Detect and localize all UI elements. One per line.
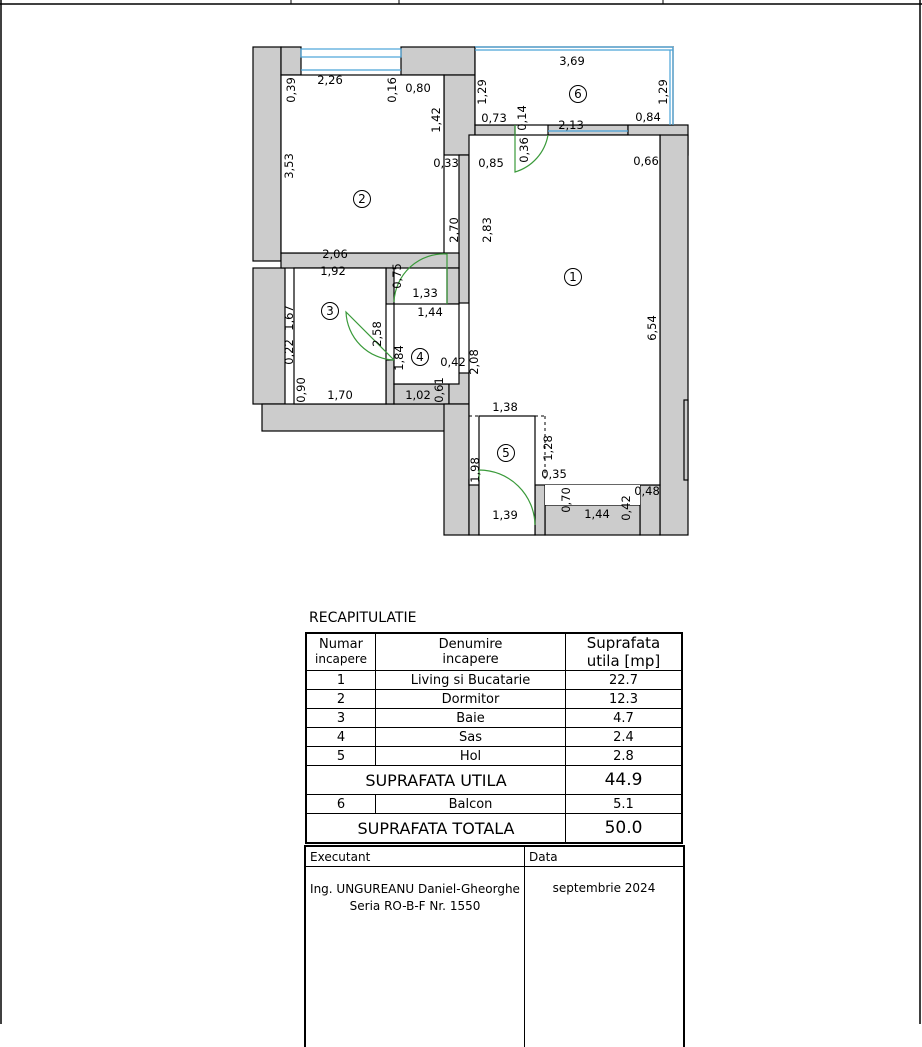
header-area: Suprafata utila [mp]	[566, 633, 683, 671]
header-num: Numar incapere	[306, 633, 376, 671]
room-3-number: 3	[326, 304, 334, 318]
row-num: 1	[306, 671, 376, 690]
room-1-number: 1	[569, 270, 577, 284]
dimension-label: 1,67	[282, 305, 296, 331]
dimension-label: 0,70	[559, 487, 573, 513]
divider	[306, 866, 683, 867]
dimension-label: 0,84	[635, 110, 661, 124]
dimension-label: 0,36	[517, 137, 531, 163]
row-area: 4.7	[566, 709, 683, 728]
room-4-number: 4	[416, 350, 424, 364]
wall	[469, 480, 479, 535]
wall	[253, 268, 285, 404]
dimension-label: 1,84	[392, 345, 406, 371]
room-2-number: 2	[358, 192, 366, 206]
dimension-label: 0,35	[541, 467, 567, 481]
dimension-label: 2,08	[467, 349, 481, 375]
row-name: Hol	[376, 747, 566, 766]
useful-area-row	[306, 766, 682, 795]
dimension-label: 1,42	[429, 107, 443, 133]
dimension-label: 1,44	[417, 305, 443, 319]
dimension-label: 0,85	[478, 156, 504, 170]
room-2-floor	[281, 75, 444, 253]
row-area: 2.4	[566, 728, 683, 747]
dimension-label: 1,44	[584, 507, 610, 521]
dimension-label: 0,75	[390, 263, 404, 289]
wall	[684, 400, 688, 480]
dimension-label: 0,14	[515, 105, 529, 131]
room-6-number: 6	[574, 87, 582, 101]
window-room-2	[301, 49, 401, 57]
room-5-number: 5	[502, 446, 510, 460]
row-num: 4	[306, 728, 376, 747]
row-name: Baie	[376, 709, 566, 728]
row-name: Living si Bucatarie	[376, 671, 566, 690]
table-row	[306, 671, 682, 690]
dimension-label: 0,42	[440, 355, 466, 369]
row-name: Dormitor	[376, 690, 566, 709]
dimension-label: 2,70	[447, 217, 461, 243]
dimension-label: 1,02	[405, 388, 431, 402]
dimension-label: 1,98	[468, 457, 482, 483]
row-num: 6	[306, 795, 376, 814]
table-row	[306, 728, 682, 747]
total-area-value: 50.0	[566, 814, 683, 844]
date-label: Data	[529, 850, 558, 864]
dimension-label: 1,38	[492, 400, 518, 414]
dimension-label: 1,29	[656, 79, 670, 105]
row-area: 2.8	[566, 747, 683, 766]
wall	[535, 480, 545, 535]
dimension-label: 3,69	[559, 54, 585, 68]
row-area: 22.7	[566, 671, 683, 690]
dimension-label: 0,48	[634, 484, 660, 498]
dimension-label: 0,61	[432, 377, 446, 403]
wall	[444, 404, 469, 535]
dimension-label: 2,58	[370, 321, 384, 347]
executant-name: Ing. UNGUREANU Daniel-Gheorghe Seria RO-B-F Nr. 1550	[310, 882, 520, 913]
useful-area-value: 44.9	[566, 766, 683, 795]
executant-date: septembrie 2024	[552, 881, 656, 895]
wall	[262, 404, 470, 431]
dimension-label: 0,66	[633, 154, 659, 168]
dimension-label: 2,83	[480, 217, 494, 243]
dimension-label: 2,26	[317, 73, 343, 87]
dimension-label: 1,33	[412, 286, 438, 300]
table-row	[306, 690, 682, 709]
table-row	[306, 795, 682, 814]
dimension-label: 0,90	[294, 377, 308, 403]
dimension-label: 1,70	[327, 388, 353, 402]
recap-title: RECAPITULATIE	[309, 610, 417, 626]
executant-label: Executant	[310, 850, 371, 864]
dimension-label: 0,42	[619, 495, 633, 521]
row-name: Sas	[376, 728, 566, 747]
dimension-label: 0,39	[284, 77, 298, 103]
wall	[281, 47, 301, 75]
dimension-label: 2,13	[558, 118, 584, 132]
recap-table	[305, 632, 683, 844]
header-name: Denumire incapere	[376, 633, 566, 671]
table-row	[306, 747, 682, 766]
row-num: 5	[306, 747, 376, 766]
row-area: 12.3	[566, 690, 683, 709]
dimension-label: 1,28	[541, 435, 555, 461]
total-area-row	[306, 814, 682, 844]
row-num: 3	[306, 709, 376, 728]
dimension-label: 0,16	[385, 77, 399, 103]
useful-area-label: SUPRAFATA UTILA	[306, 766, 566, 795]
total-area-label: SUPRAFATA TOTALA	[306, 814, 566, 844]
row-name: Balcon	[376, 795, 566, 814]
table-row	[306, 709, 682, 728]
dimension-label: 3,53	[282, 153, 296, 179]
dimension-label: 0,22	[282, 339, 296, 365]
row-area: 5.1	[566, 795, 683, 814]
dimension-label: 6,54	[645, 315, 659, 341]
dimension-label: 1,29	[475, 79, 489, 105]
dimension-label: 0,80	[405, 81, 431, 95]
divider	[524, 847, 525, 1047]
wall	[447, 268, 459, 304]
dimension-label: 2,06	[322, 247, 348, 261]
recap-header-row	[306, 633, 682, 671]
wall	[253, 47, 281, 261]
wall	[401, 47, 475, 75]
dimension-label: 0,73	[481, 111, 507, 125]
dimension-label: 1,39	[492, 508, 518, 522]
row-num: 2	[306, 690, 376, 709]
dimension-label: 0,33	[433, 156, 459, 170]
executant-box	[304, 845, 685, 1047]
dimension-label: 1,92	[320, 264, 346, 278]
